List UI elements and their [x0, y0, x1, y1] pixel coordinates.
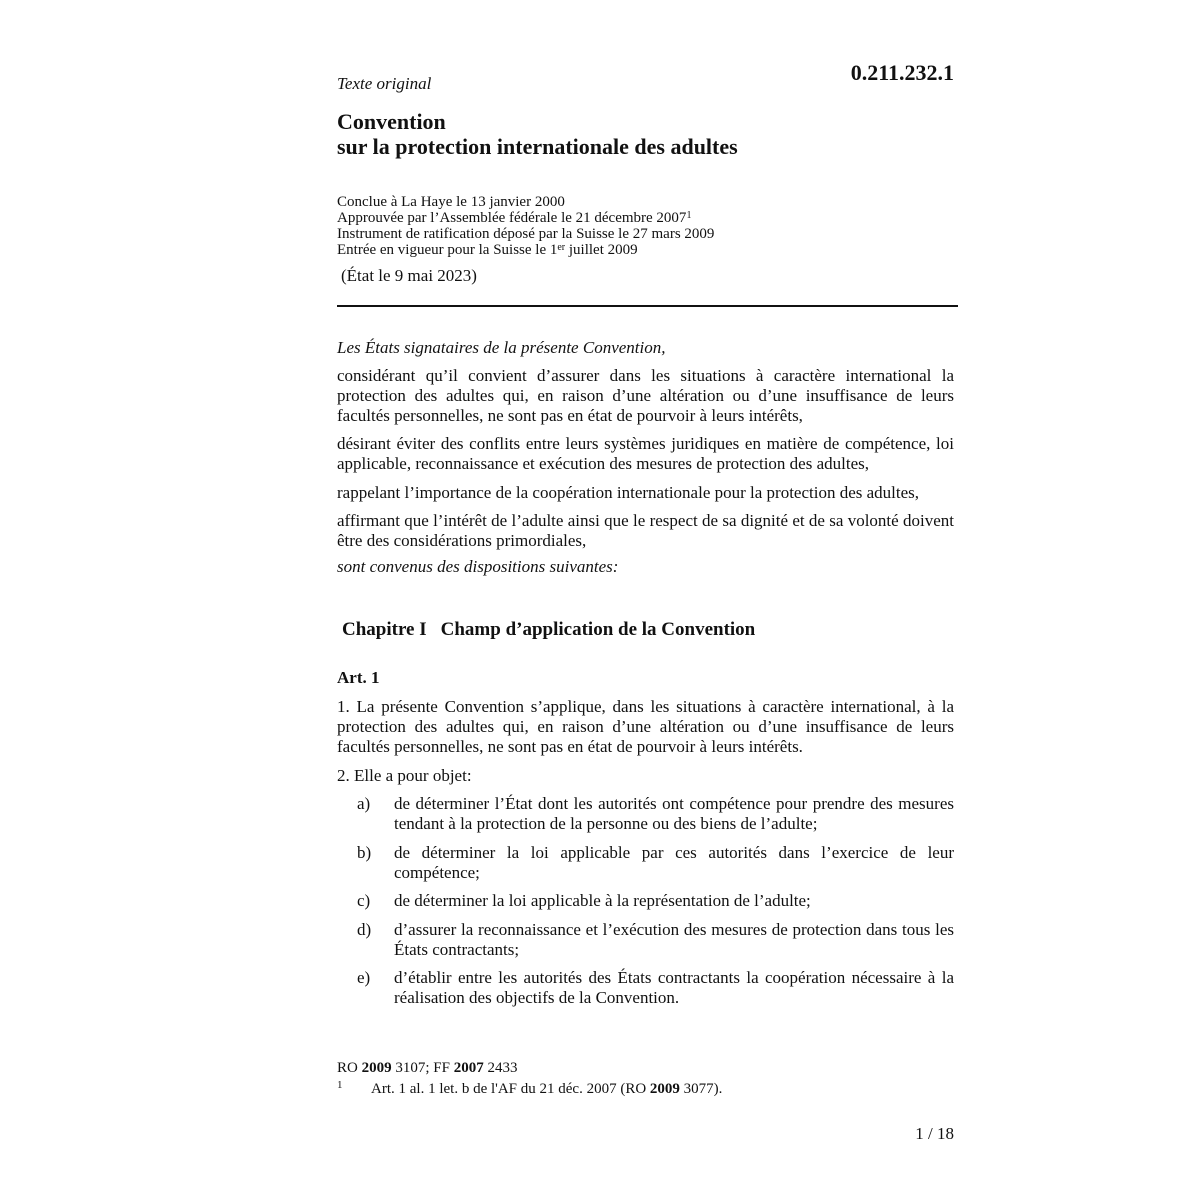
list-letter: b)	[357, 843, 372, 862]
preamble-closing: sont convenus des dispositions suivantes:	[337, 557, 619, 576]
list-text: de déterminer la loi applicable par ces autorités dans l’exercice de leur compétence;	[394, 843, 954, 882]
list-letter: c)	[357, 891, 371, 910]
entry-sup: er	[557, 242, 566, 253]
entry-line	[337, 242, 957, 258]
list-item	[357, 843, 954, 883]
ro-page: 3107; FF	[391, 1060, 454, 1076]
chapter-title: Champ d’application de la Convention	[440, 619, 756, 640]
list-letter: a)	[357, 794, 371, 813]
metadata-block	[337, 194, 957, 258]
chapter-number: Chapitre I	[342, 619, 427, 640]
preamble-paragraph-4: affirmant que l’intérêt de l’adulte ainsi que le respect de sa dignité et de sa volonté doivent être des considérations primordiales,	[337, 511, 954, 550]
preamble-paragraph-3: rappelant l’importance de la coopération internationale pour la protection des adultes,	[337, 483, 920, 502]
list-letter: e)	[357, 968, 371, 987]
preamble-paragraph-1: considérant qu’il convient d’assurer dans les situations à caractère international la protection des adultes qui, en raison d’une altération ou d’une insuffisance de leurs facultés personnelles, ne sont pas en état de pourvoir à leurs intérêts,	[337, 366, 954, 425]
footnote-ref[interactable]: 1	[686, 210, 692, 221]
ratification-line: Instrument de ratification déposé par la Suisse le 27 mars 2009	[337, 226, 715, 242]
footnote-prefix: Art. 1 al. 1 let. b de l'AF du 21 déc. 2007 (RO	[371, 1081, 650, 1097]
header-divider	[337, 305, 958, 307]
page-number: 1 / 18	[915, 1124, 954, 1143]
title-line-1: Convention	[337, 109, 446, 134]
entry-suffix: juillet 2009	[565, 242, 638, 258]
list-text: d’assurer la reconnaissance et l’exécution des mesures de protection dans tous les États contractants;	[394, 920, 954, 959]
official-references	[337, 1060, 517, 1076]
document-label: Texte original	[337, 74, 432, 93]
footnote-number: 1	[337, 1079, 343, 1091]
ro-label: RO	[337, 1060, 362, 1076]
approved-text: Approuvée par l’Assemblée fédérale le 21 décembre 2007	[337, 210, 687, 226]
concluded-line: Conclue à La Haye le 13 janvier 2000	[337, 194, 565, 210]
article-paragraph-1: 1. La présente Convention s’applique, dans les situations à caractère international, à la protection des adultes qui, en raison d’une altération ou d’une insuffisance de leurs facultés personnelles, ne sont pas en état de pourvoir à leurs intérêts.	[337, 697, 954, 756]
list-item	[357, 891, 954, 911]
list-text: de déterminer la loi applicable à la représentation de l’adulte;	[394, 891, 811, 910]
list-item	[357, 920, 954, 960]
preamble-intro: Les États signataires de la présente Convention,	[337, 338, 666, 357]
list-text: d’établir entre les autorités des États contractants la coopération nécessaire à la réalisation des objectifs de la Convention.	[394, 968, 954, 1007]
document-title	[337, 109, 957, 159]
list-item	[357, 968, 954, 1008]
list-text: de déterminer l’État dont les autorités ont compétence pour prendre des mesures tendant à la protection de la personne ou des biens de l’adulte;	[394, 794, 954, 833]
list-letter: d)	[357, 920, 372, 939]
state-date: (État le 9 mai 2023)	[341, 266, 477, 285]
ro-year: 2009	[361, 1060, 392, 1076]
approved-line	[337, 210, 957, 226]
list-item	[357, 794, 954, 834]
ff-page: 2433	[483, 1060, 518, 1076]
preamble-paragraph-2: désirant éviter des conflits entre leurs systèmes juridiques en matière de compétence, loi applicable, reconnaissance et exécution des mesures de protection des adultes,	[337, 434, 954, 473]
article-paragraph-2: 2. Elle a pour objet:	[337, 766, 472, 785]
footnote-suffix: 3077).	[679, 1081, 723, 1097]
entry-prefix: Entrée en vigueur pour la Suisse le 1	[337, 242, 558, 258]
ff-year: 2007	[453, 1060, 484, 1076]
systematic-number: 0.211.232.1	[850, 60, 954, 85]
footnote-year: 2009	[649, 1081, 680, 1097]
article-heading: Art. 1	[337, 668, 380, 687]
chapter-heading	[342, 619, 755, 641]
footnote-text	[371, 1081, 722, 1097]
title-line-2: sur la protection internationale des adultes	[337, 134, 738, 159]
